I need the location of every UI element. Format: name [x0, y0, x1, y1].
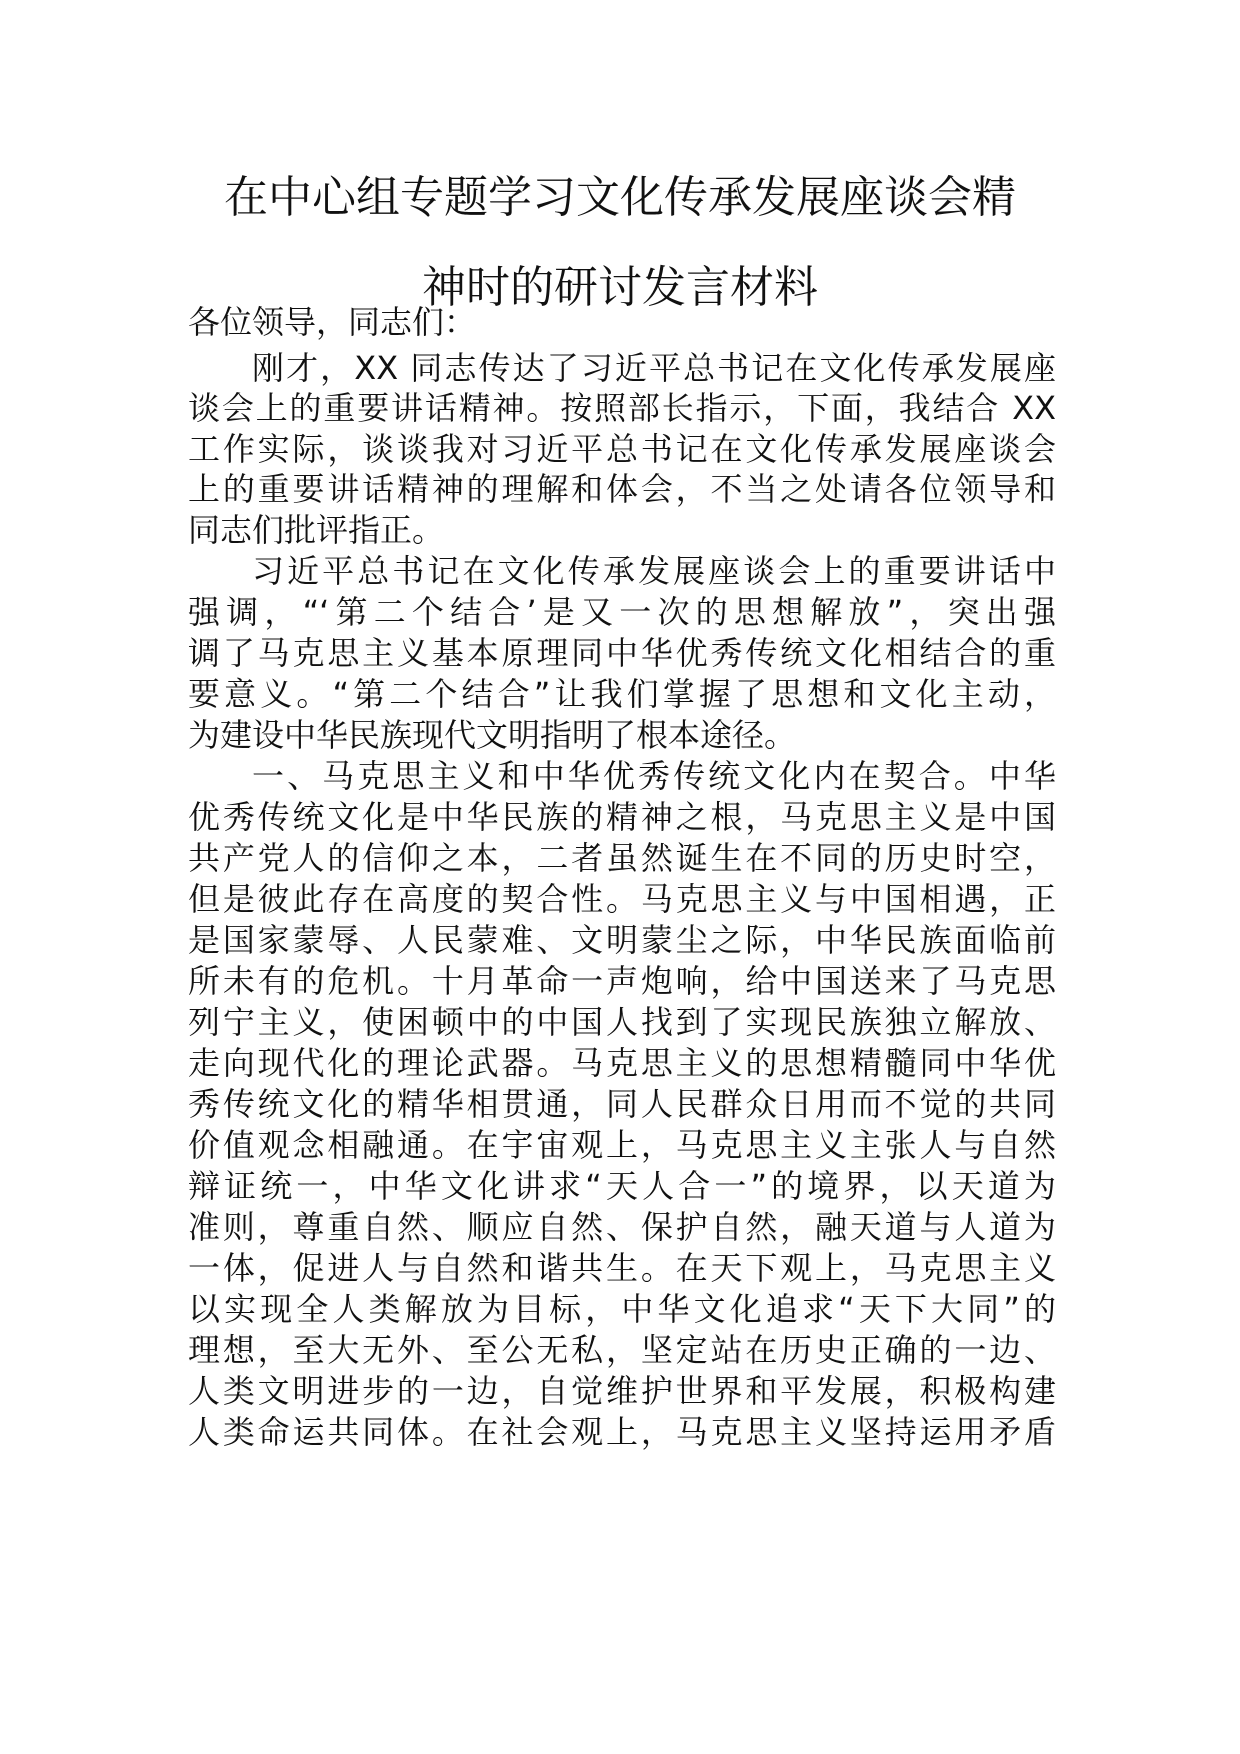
body-line: 优秀传统文化是中华民族的精神之根，马克思主义是中国 — [188, 798, 1056, 836]
body-line: 列宁主义，使困顿中的中国人找到了实现民族独立解放、 — [188, 1003, 1056, 1041]
body-line: 准则，尊重自然、顺应自然、保护自然，融天道与人道为 — [188, 1208, 1056, 1246]
salutation: 各位领导，同志们： — [188, 303, 477, 341]
body-line: 习近平总书记在文化传承发展座谈会上的重要讲话中 — [252, 552, 1056, 590]
body-line: 共产党人的信仰之本，二者虽然诞生在不同的历史时空， — [188, 839, 1056, 877]
body-line: 上的重要讲话精神的理解和体会，不当之处请各位领导和 — [188, 470, 1056, 508]
body-line: 为建设中华民族现代文明指明了根本途径。 — [188, 716, 797, 754]
body-line: 走向现代化的理论武器。马克思主义的思想精髓同中华优 — [188, 1044, 1056, 1082]
body-line: 刚才，XX 同志传达了习近平总书记在文化传承发展座 — [252, 349, 1056, 387]
body-line: 人类文明进步的一边，自觉维护世界和平发展，积极构建 — [188, 1372, 1056, 1410]
body-line: 但是彼此存在高度的契合性。马克思主义与中国相遇，正 — [188, 880, 1056, 918]
body-line: 理想，至大无外、至公无私，坚定站在历史正确的一边、 — [188, 1331, 1056, 1369]
body-line: 是国家蒙辱、人民蒙难、文明蒙尘之际，中华民族面临前 — [188, 921, 1056, 959]
body-line: 一体，促进人与自然和谐共生。在天下观上，马克思主义 — [188, 1249, 1056, 1287]
body-line: 人类命运共同体。在社会观上，马克思主义坚持运用矛盾 — [188, 1413, 1056, 1451]
body-line: 以实现全人类解放为目标，中华文化追求“天下大同”的 — [188, 1290, 1056, 1328]
body-line: 同志们批评指正。 — [188, 511, 445, 549]
body-line: 要意义。“第二个结合”让我们掌握了思想和文化主动， — [188, 675, 1056, 713]
body-line: 工作实际，谈谈我对习近平总书记在文化传承发展座谈会 — [188, 430, 1056, 468]
body-line: 秀传统文化的精华相贯通，同人民群众日用而不觉的共同 — [188, 1085, 1056, 1123]
body-line: 调了马克思主义基本原理同中华优秀传统文化相结合的重 — [188, 634, 1056, 672]
body-line: 所未有的危机。十月革命一声炮响，给中国送来了马克思 — [188, 962, 1056, 1000]
body-line: 谈会上的重要讲话精神。按照部长指示，下面，我结合 XX — [188, 389, 1056, 427]
section-heading-line: 一、马克思主义和中华优秀传统文化内在契合。中华 — [252, 757, 1056, 795]
body-line: 辩证统一，中华文化讲求“天人合一”的境界，以天道为 — [188, 1167, 1056, 1205]
body-line: 价值观念相融通。在宇宙观上，马克思主义主张人与自然 — [188, 1126, 1056, 1164]
body-line: 强调，“‘第二个结合’是又一次的思想解放”，突出强 — [188, 593, 1056, 631]
document-title-line-2: 神时的研讨发言材料 — [422, 262, 818, 313]
document-title-line-1: 在中心组专题学习文化传承发展座谈会精 — [224, 172, 1016, 223]
